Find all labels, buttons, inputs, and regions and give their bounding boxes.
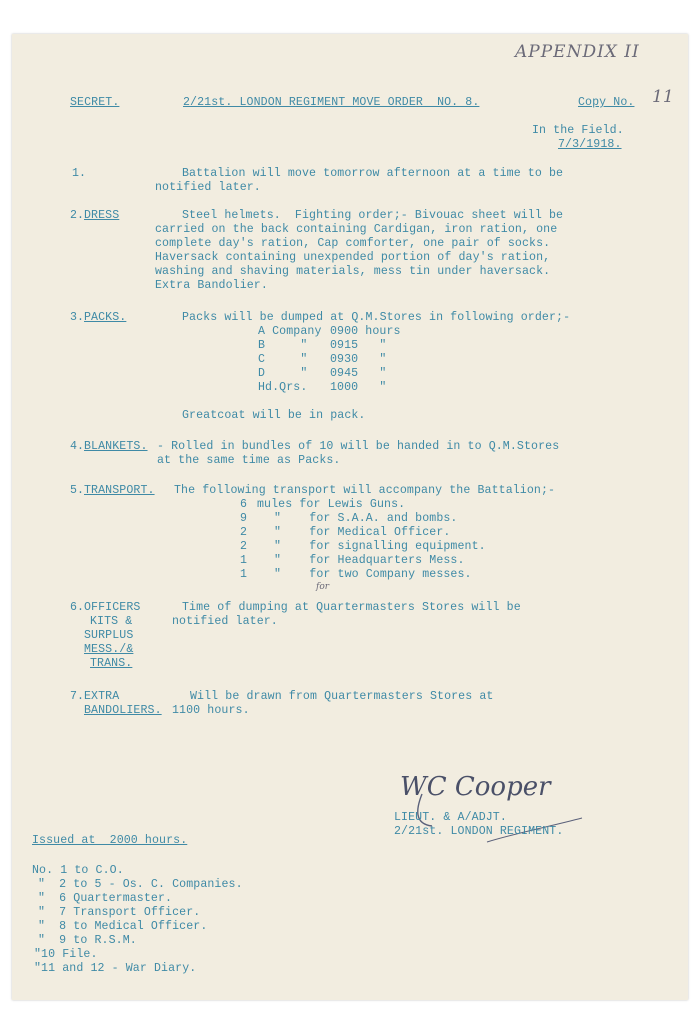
transport-row-text: " for two Company messes. <box>274 568 472 581</box>
distribution-item: "11 and 12 - War Diary. <box>34 962 197 975</box>
distribution-item: "10 File. <box>34 948 98 961</box>
item-3-number: 3. <box>70 311 85 324</box>
item-7-heading-line-2: BANDOLIERS. <box>84 704 162 717</box>
item-5-number: 5. <box>70 484 85 497</box>
item-6-number: 6. <box>70 601 85 614</box>
distribution-item: " 7 Transport Officer. <box>38 906 201 919</box>
transport-row-qty: 2 <box>240 540 248 553</box>
item-2-line-5: washing and shaving materials, mess tin under haversack. <box>155 265 551 278</box>
item-6-line-2: notified later. <box>172 615 278 628</box>
handwritten-correction: for <box>316 582 330 592</box>
appendix-annotation: APPENDIX II <box>515 42 640 62</box>
copy-number-annotation: 11 <box>652 87 674 107</box>
item-7-line-2: 1100 hours. <box>172 704 250 717</box>
packs-row-time: 0900 hours <box>330 325 401 338</box>
item-6-heading-line-2: KITS & <box>90 615 133 628</box>
item-2-line-1: Steel helmets. Fighting order;- Bivouac sheet will be <box>182 209 564 222</box>
document-sheet <box>12 34 688 1000</box>
distribution-item: " 8 to Medical Officer. <box>38 920 208 933</box>
packs-row-time: 1000 " <box>330 381 387 394</box>
transport-row-qty: 9 <box>240 512 248 525</box>
item-1-number: 1. <box>72 167 87 180</box>
distribution-item: " 2 to 5 - Os. C. Companies. <box>38 878 243 891</box>
packs-row-unit: C " <box>258 353 308 366</box>
transport-row-qty: 6 <box>240 498 248 511</box>
transport-row-qty: 1 <box>240 568 248 581</box>
item-6-heading-line-3: SURPLUS <box>84 629 134 642</box>
item-6-heading-line-1: OFFICERS <box>84 601 141 614</box>
distribution-item: " 6 Quartermaster. <box>38 892 173 905</box>
item-3-heading: PACKS. <box>84 311 127 324</box>
item-7-number: 7. <box>70 690 85 703</box>
transport-row-text: " for S.A.A. and bombs. <box>274 512 458 525</box>
item-2-line-2: carried on the back containing Cardigan, iron ration, one <box>155 223 558 236</box>
item-2-heading: DRESS <box>84 209 120 222</box>
item-6-heading-line-5: TRANS. <box>90 657 133 670</box>
item-4-number: 4. <box>70 440 85 453</box>
item-6-line-1: Time of dumping at Quartermasters Stores will be <box>182 601 521 614</box>
packs-row-time: 0930 " <box>330 353 387 366</box>
item-2-line-6: Extra Bandolier. <box>155 279 268 292</box>
item-2-line-4: Haversack containing unexpended portion of day's ration, <box>155 251 551 264</box>
item-4-line-1: - Rolled in bundles of 10 will be handed in to Q.M.Stores <box>157 440 560 453</box>
transport-row-qty: 1 <box>240 554 248 567</box>
item-6-heading-line-4: MESS./& <box>84 643 134 656</box>
signatory-rank: LIEUT. & A/ADJT. <box>394 811 507 824</box>
item-1-line-1: Battalion will move tomorrow afternoon at a time to be <box>182 167 564 180</box>
packs-row-unit: A Company <box>258 325 322 338</box>
packs-row-unit: D " <box>258 367 308 380</box>
item-7-heading-line-1: EXTRA <box>84 690 120 703</box>
item-5-heading: TRANSPORT. <box>84 484 155 497</box>
packs-row-unit: B " <box>258 339 308 352</box>
copy-label: Copy No. <box>578 96 635 109</box>
packs-row-unit: Hd.Qrs. <box>258 381 308 394</box>
issued-time: Issued at 2000 hours. <box>32 834 188 847</box>
transport-row-text: " for signalling equipment. <box>274 540 486 553</box>
item-2-number: 2. <box>70 209 85 222</box>
item-7-line-1: Will be drawn from Quartermasters Stores at <box>190 690 494 703</box>
secret-label: SECRET. <box>70 96 120 109</box>
transport-row-text: " for Medical Officer. <box>274 526 451 539</box>
handwritten-signature: WC Cooper <box>400 772 551 802</box>
item-3-note: Greatcoat will be in pack. <box>182 409 366 422</box>
distribution-item: " 9 to R.S.M. <box>38 934 137 947</box>
transport-row-text: mules for Lewis Guns. <box>257 498 406 511</box>
order-date: 7/3/1918. <box>558 138 622 151</box>
item-1-line-2: notified later. <box>155 181 261 194</box>
item-4-heading: BLANKETS. <box>84 440 148 453</box>
packs-row-time: 0945 " <box>330 367 387 380</box>
order-title: 2/21st. LONDON REGIMENT MOVE ORDER NO. 8. <box>183 96 480 109</box>
item-4-line-2: at the same time as Packs. <box>157 454 341 467</box>
item-5-intro: The following transport will accompany the Battalion;- <box>174 484 556 497</box>
item-2-line-3: complete day's ration, Cap comforter, one pair of socks. <box>155 237 551 250</box>
packs-row-time: 0915 " <box>330 339 387 352</box>
transport-row-text: " for Headquarters Mess. <box>274 554 465 567</box>
place: In the Field. <box>532 124 624 137</box>
signatory-unit: 2/21st. LONDON REGIMENT. <box>394 825 564 838</box>
item-3-intro: Packs will be dumped at Q.M.Stores in following order;- <box>182 311 571 324</box>
transport-row-qty: 2 <box>240 526 248 539</box>
distribution-item: No. 1 to C.O. <box>32 864 124 877</box>
